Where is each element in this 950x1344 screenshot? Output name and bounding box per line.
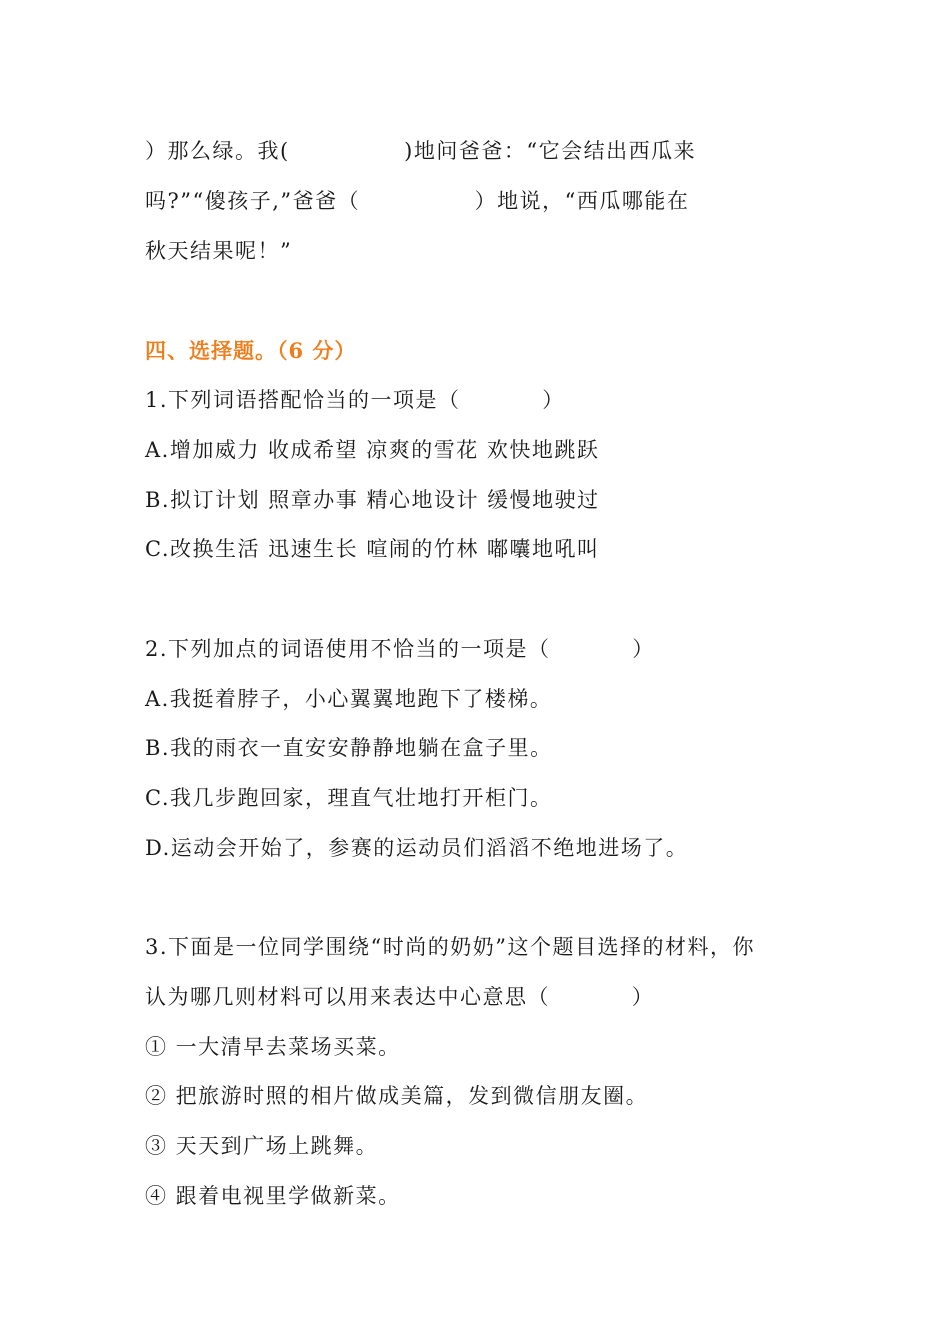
passage-line-1: ）那么绿。我( )地问爸爸：“它会结出西瓜来: [145, 139, 697, 163]
passage-line-2: 吗?”“傻孩子,”爸爸（ ）地说，“西瓜哪能在: [145, 189, 690, 213]
question-2-option-d: D.运动会开始了，参赛的运动员们滔滔不绝地进场了。: [145, 836, 689, 860]
question-3-stem-line-2: 认为哪几则材料可以用来表达中心意思（ ）: [145, 985, 655, 1009]
section-heading: 四、选择题。（6 分）: [145, 338, 357, 363]
question-1-option-b: B.拟订计划 照章办事 精心地设计 缓慢地驶过: [145, 488, 600, 512]
question-3-item-2: ② 把旅游时照的相片做成美篇，发到微信朋友圈。: [145, 1084, 649, 1108]
question-3-item-3: ③ 天天到广场上跳舞。: [145, 1134, 379, 1158]
question-3-item-4: ④ 跟着电视里学做新菜。: [145, 1184, 401, 1208]
question-2-option-c: C.我几步跑回家，理直气壮地打开柜门。: [145, 786, 553, 810]
question-3-item-1: ① 一大清早去菜场买菜。: [145, 1035, 401, 1059]
question-1-option-a: A.增加威力 收成希望 凉爽的雪花 欢快地跳跃: [145, 438, 600, 462]
question-1-option-c: C.改换生活 迅速生长 喧闹的竹林 嘟囔地吼叫: [145, 537, 600, 561]
passage-line-3: 秋天结果呢！”: [145, 239, 293, 263]
question-2-stem: 2.下列加点的词语使用不恰当的一项是（ ）: [145, 637, 655, 661]
question-3-stem-line-1: 3.下面是一位同学围绕“时尚的奶奶”这个题目选择的材料，你: [145, 935, 756, 959]
question-1-stem: 1.下列词语搭配恰当的一项是（ ）: [145, 388, 565, 412]
question-2-option-a: A.我挺着脖子，小心翼翼地跑下了楼梯。: [145, 687, 553, 711]
question-2-option-b: B.我的雨衣一直安安静静地躺在盒子里。: [145, 736, 553, 760]
